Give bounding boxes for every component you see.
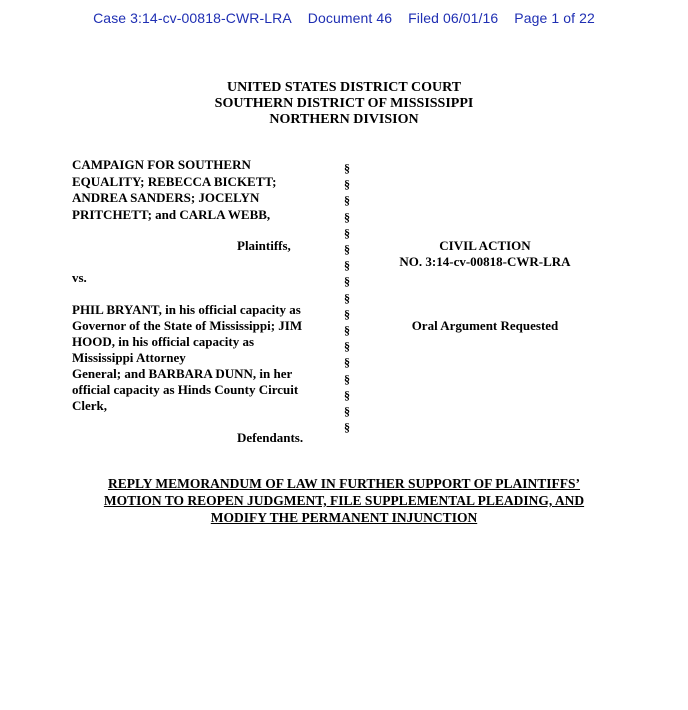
defendant-line: Governor of the State of Mississippi; JIM xyxy=(72,318,303,333)
plaintiffs-names xyxy=(72,157,332,223)
section-symbol: § xyxy=(344,161,350,175)
document-title xyxy=(70,475,618,526)
section-symbol: § xyxy=(344,323,350,338)
plaintiff-line: CAMPAIGN FOR SOUTHERN xyxy=(72,157,251,172)
section-symbol: § xyxy=(344,290,350,305)
defendants-names xyxy=(72,302,332,414)
defendant-line: HOOD, in his official capacity as xyxy=(72,334,254,349)
court-division: NORTHERN DIVISION xyxy=(269,112,419,127)
section-symbol: § xyxy=(344,387,350,402)
section-symbol: § xyxy=(344,355,350,370)
court-name: UNITED STATES DISTRICT COURT xyxy=(226,80,462,95)
document-number: Document 46 xyxy=(307,10,393,26)
court-heading xyxy=(0,80,688,128)
plaintiff-line: PRITCHETT; and CARLA WEBB, xyxy=(72,206,271,222)
section-symbol: § xyxy=(344,306,350,321)
defendant-line: PHIL BRYANT, in his official capacity as xyxy=(72,302,301,317)
section-symbol: § xyxy=(344,242,350,257)
section-symbol-column xyxy=(340,160,354,435)
defendant-line: Mississippi Attorney xyxy=(72,350,186,365)
title-line: MOTION TO REOPEN JUDGMENT, FILE SUPPLEMENTAL PLEADING, AND xyxy=(103,493,585,508)
oral-argument-requested: Oral Argument Requested xyxy=(411,318,559,333)
page-indicator: Page 1 of 22 xyxy=(514,10,595,26)
section-symbol: § xyxy=(344,193,350,208)
section-symbol: § xyxy=(344,225,350,240)
section-symbol: § xyxy=(344,258,350,273)
plaintiffs-label: Plaintiffs, xyxy=(237,238,291,253)
versus-label: vs. xyxy=(72,270,87,285)
section-symbol: § xyxy=(344,404,350,419)
section-symbol: § xyxy=(344,420,350,435)
section-symbol: § xyxy=(344,339,350,354)
title-line: MODIFY THE PERMANENT INJUNCTION xyxy=(210,510,478,525)
title-line: REPLY MEMORANDUM OF LAW IN FURTHER SUPPORT OF PLAINTIFFS’ xyxy=(107,476,581,491)
defendant-line: Clerk, xyxy=(72,398,108,413)
civil-action-number: NO. 3:14-cv-00818-CWR-LRA xyxy=(399,254,571,269)
filed-date: Filed 06/01/16 xyxy=(408,10,499,26)
ecf-header-stamp xyxy=(0,10,688,26)
civil-action-label: CIVIL ACTION xyxy=(439,238,531,253)
defendants-label: Defendants. xyxy=(237,430,304,445)
section-symbol: § xyxy=(344,274,350,289)
defendant-line: official capacity as Hinds County Circuit xyxy=(72,382,299,397)
plaintiff-line: EQUALITY; REBECCA BICKETT; xyxy=(72,173,277,189)
case-number: Case 3:14-cv-00818-CWR-LRA xyxy=(93,10,292,26)
section-symbol: § xyxy=(344,209,350,224)
civil-action-block xyxy=(380,238,590,270)
court-district: SOUTHERN DISTRICT OF MISSISSIPPI xyxy=(214,96,474,111)
section-symbol: § xyxy=(344,371,350,386)
plaintiff-line: ANDREA SANDERS; JOCELYN xyxy=(72,190,260,205)
defendant-line: General; and BARBARA DUNN, in her xyxy=(72,366,293,381)
section-symbol: § xyxy=(344,177,350,192)
